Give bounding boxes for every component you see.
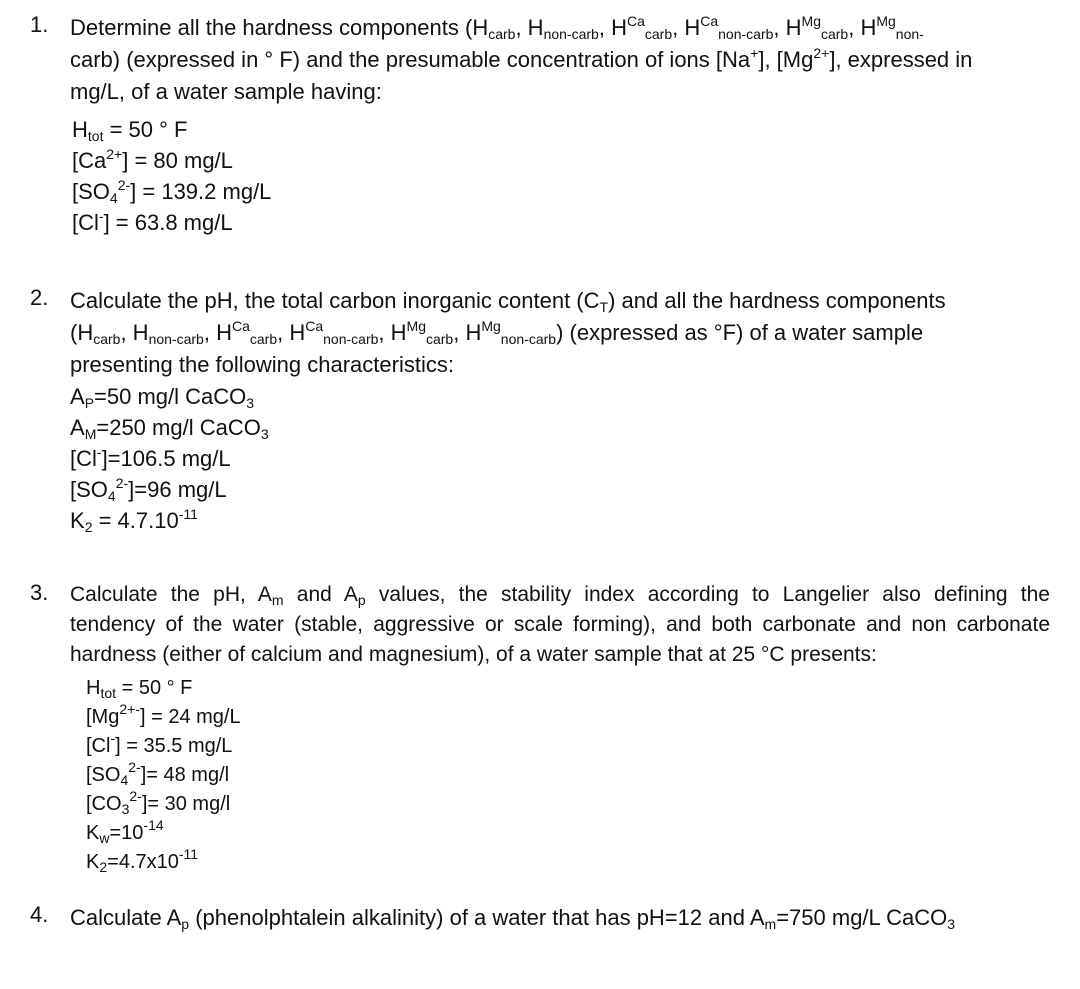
statement-line: ($H_{carb}$, $H_{non-carb}$, $H^{Ca}_{carb}$, $H^{Ca}_{non-carb}$, $H^{Mg}_{carb}$, $H^{Mg}_{non-carb}$) (expressed as °F) of a water sample: [70, 318, 924, 347]
statement-line: Determine all the hardness components ($H_{carb}$, $H_{non-carb}$, $H^{Ca}_{carb}$, $H^{Ca}_{non-carb}$, $H^{Mg}_{carb}$, $H^{Mg}_{non-}$: [70, 13, 924, 42]
problem-number: 4.: [30, 902, 49, 927]
problem-2: [30, 285, 1050, 536]
given-item: $A_M=250$ mg/l CaCO$_3$: [70, 415, 269, 442]
given-item: $A_P=50$ mg/l CaCO$_3$: [70, 384, 255, 411]
statement-line: Calculate $A_p$ (phenolphtalein alkalinity) of a water that has pH=12 and $A_m=750$ mg/L CaCO$_3$: [70, 905, 955, 932]
statement-line: Calculate the pH, the total carbon inorganic content $(C_T)$ and all the hardness components: [70, 288, 946, 315]
given-item: $H_{tot} = 50$ ° F: [72, 117, 188, 144]
problem-1: [30, 12, 1050, 238]
given-item: $K_w=10^{-14}$: [86, 817, 164, 846]
problem-number: 3.: [30, 580, 49, 605]
statement-line: presenting the following characteristics:: [70, 352, 454, 377]
problem-statement: [70, 12, 1050, 108]
given-item: [Cl-] = 63.8 mg/L: [72, 208, 233, 235]
given-item: [Cl-] = 35.5 mg/L: [86, 730, 233, 757]
given-item: $H_{tot} = 50$ ° F: [86, 677, 193, 701]
given-data-list: [70, 381, 1050, 536]
problem-statement: [70, 580, 1050, 670]
given-item: $[Mg^{2+-}] = 24$ mg/L: [86, 701, 241, 728]
given-item: $[CO_3^{2-}]= 30$ mg/l: [86, 788, 231, 817]
given-item: [Cl-]=106.5 mg/L: [70, 444, 231, 471]
given-item: $K_2=4.7x10^{-11}$: [86, 846, 199, 875]
given-item: $K_2 = 4.7.10^{-11}$: [70, 506, 198, 535]
problem-3: [30, 580, 1050, 877]
given-item: $[SO_4^{2-}]= 48$ mg/l: [86, 759, 230, 788]
given-data-list: [72, 114, 1050, 238]
problem-number: 2.: [30, 285, 49, 310]
statement-line: mg/L, of a water sample having:: [70, 79, 382, 104]
given-item: $[SO_4^{2-}]=96$ mg/L: [70, 475, 227, 504]
problem-number: 1.: [30, 12, 49, 37]
problem-4: [30, 902, 1050, 934]
given-item: $[SO_4^{2-}] = 139.2$ mg/L: [72, 177, 272, 206]
problem-statement: [70, 902, 1050, 934]
given-item: $[Ca^{2+}] = 80$ mg/L: [72, 146, 233, 173]
problem-statement: [70, 285, 1050, 381]
statement-line: carb) (expressed in ° F) and the presumable concentration of ions [Na+], $[Mg^{2+}]$, expressed in: [70, 45, 973, 72]
given-data-list: [86, 674, 1050, 877]
statement-line: tendency of the water (stable, aggressive or scale forming), and both carbonate and non carbonate: [70, 613, 1050, 636]
statement-line: hardness (either of calcium and magnesium), of a water sample that at 25 °C presents:: [70, 643, 877, 666]
statement-line: Calculate the pH, $A_m$ and $A_p$ values, the stability index according to Langelier also defining the: [70, 583, 1050, 608]
